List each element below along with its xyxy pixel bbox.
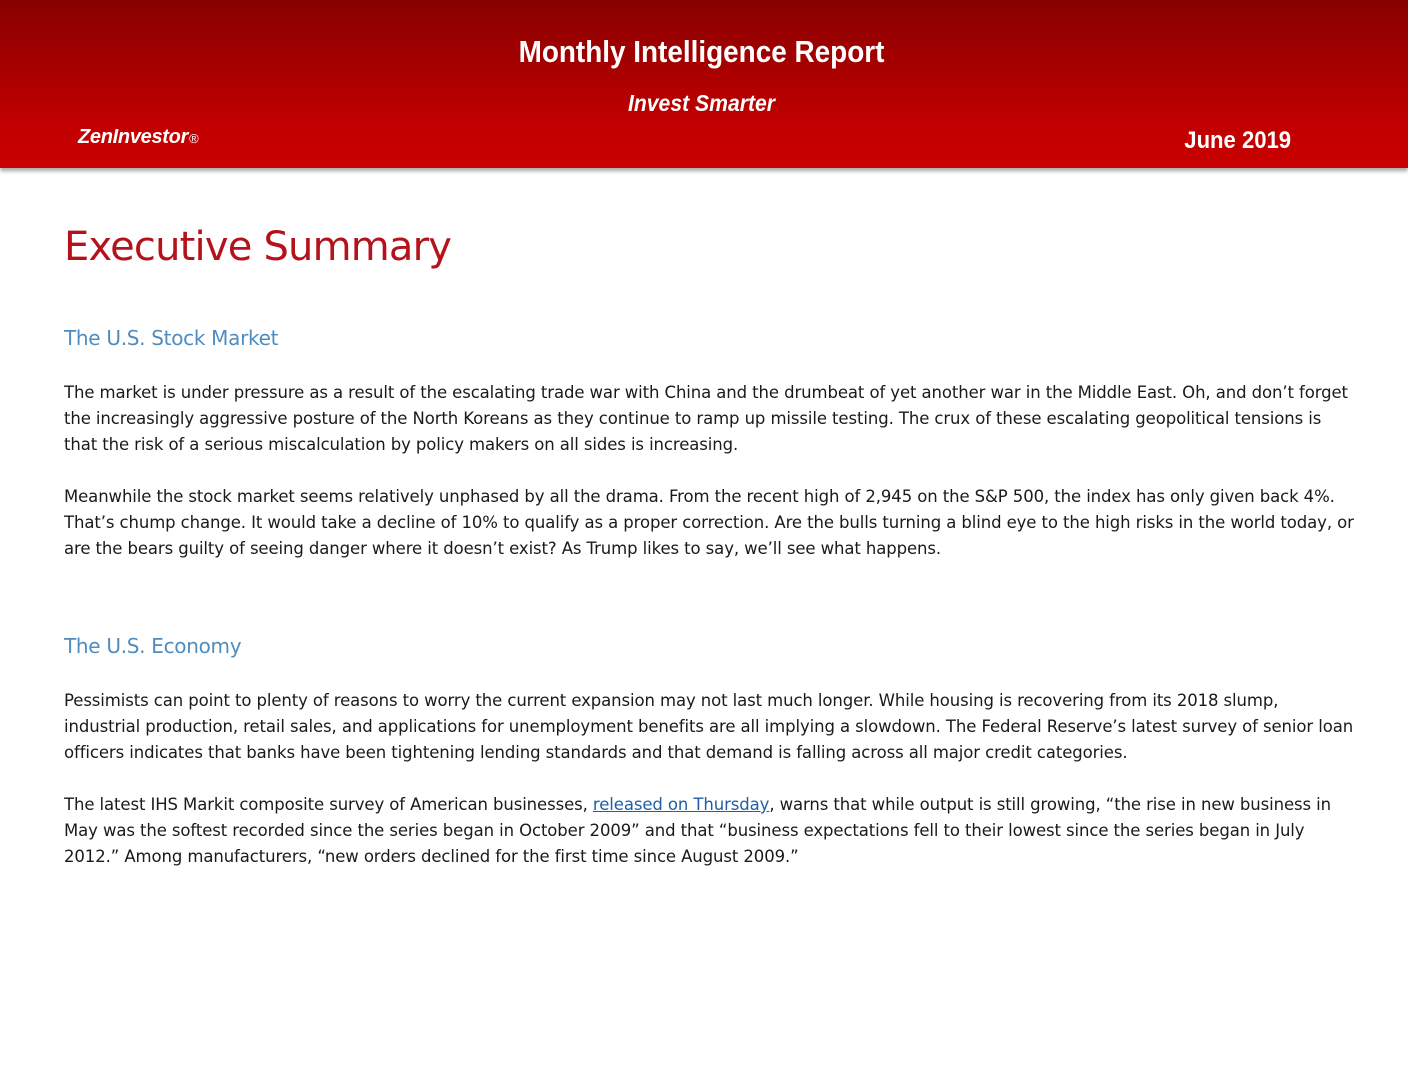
released-on-thursday-link[interactable]: released on Thursday xyxy=(592,795,770,814)
section-heading-economy: The U.S. Economy xyxy=(64,634,242,658)
economy-paragraph-2-rest: , warns that while output is still growing, “the rise in new business in May was the softest recorded since the series began in October 2009” and that “business expectations fell to their lowest since the series began in July 2012.” Among manufacturers, “new orders declined for the first time since August 2009.” xyxy=(64,795,1332,866)
stock-market-paragraph-2: Meanwhile the stock market seems relatively unphased by all the drama. From the recent high of 2,945 on the S&P 500, the index has only given back 4%. That’s chump change. It would take a decline of 10% to qualify as a proper correction. Are the bulls turning a blind eye to the high risks in the world today, or are the bears guilty of seeing danger where it doesn’t exist? As Trump likes to say, we’ll see what happens. xyxy=(64,487,1354,558)
economy-paragraph-2-lead: The latest IHS Markit composite survey of American businesses, xyxy=(64,795,593,814)
brand-name: ZenInvestor xyxy=(78,126,189,148)
report-subtitle: Invest Smarter xyxy=(627,90,776,116)
brand-logo xyxy=(78,126,198,149)
economy-paragraph-2 xyxy=(64,792,1354,870)
page-title: Executive Summary xyxy=(64,224,452,270)
section-heading-stock-market: The U.S. Stock Market xyxy=(64,326,279,350)
issue-date: June 2019 xyxy=(1184,127,1291,154)
registered-mark: ® xyxy=(189,131,199,146)
stock-market-paragraph-1: The market is under pressure as a result of the escalating trade war with China and the drumbeat of yet another war in the Middle East. Oh, and don’t forget the increasingly aggressive posture of the North Koreans as they continue to ramp up missile testing. The crux of these escalating geopolitical tensions is that the risk of a serious miscalculation by policy makers on all sides is increasing. xyxy=(64,383,1348,454)
economy-paragraph-1: Pessimists can point to plenty of reasons to worry the current expansion may not last much longer. While housing is recovering from its 2018 slump, industrial production, retail sales, and applications for unemployment benefits are all implying a slowdown. The Federal Reserve’s latest survey of senior loan officers indicates that banks have been tightening lending standards and that demand is falling across all major credit categories. xyxy=(64,691,1354,762)
report-header-banner xyxy=(0,0,1408,168)
report-title: Monthly Intelligence Report xyxy=(518,34,885,69)
